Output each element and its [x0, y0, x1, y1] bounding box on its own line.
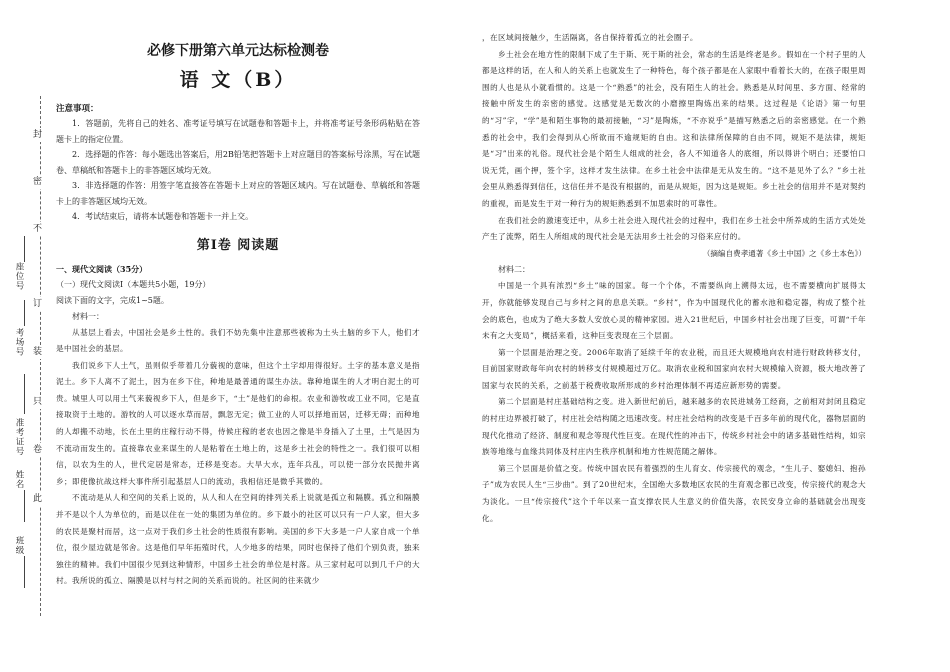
- notice-heading: 注意事项：: [56, 104, 99, 114]
- binding-char: 封: [33, 130, 43, 140]
- sub-heading: （一）现代文阅读Ⅰ（本题共5小题，19分）: [56, 279, 211, 289]
- passage-paragraph: 第二个层面是村庄基础结构之变。进入新世纪前后，越来越多的农民进城务工经商，之前相对封闭且稳定的村庄边界被打破了，村庄社会结构随之迅速改变。村庄社会结构的改变是千百多年前的现代化，器物层面的现代化推动了经济、制度和观念等现代性巨变。在现代性的冲击下，传统乡村社会中的诸多基础性结构，如宗族等地缘与血缘共同体及村庄内生秩序机制和地方性规范随之解体。: [482, 397, 866, 457]
- passage-paragraph: 不流动是从人和空间的关系上说的，从人和人在空间的排列关系上说就是孤立和隔膜。孤立和隔膜并不是以个人为单位的，而是以住在一处的集团为单位的。乡下最小的社区可以只有一户人家，但大多的农民是聚村而居，这一点对于我们乡土社会的性质很有影响。美国的乡下大多是一户人家自成一个单位，很少屋边就是邻舍。这是他们早年拓殖时代，人少地多的结果，同时也保持了他们个别负责，独来独往的精神。我们中国很少见到这种情形，中国乡土社会的单位是村落。从三家村起可以到几千户的大村。我所说的孤立、隔膜是以村与村之间的关系而说的。社区间的往来就少: [56, 493, 420, 586]
- passage-paragraph: 中国是一个具有浓烈“乡土”味的国家。每一个个体，不需要纵向上溯得太远，也不需要横向扩展得太开，你就能够发现自己与乡村之间的息息关联。“乡村”，作为中国现代化的蓄水池和稳定器，构成了整个社会的底色，也成为了绝大多数人安放心灵的精神家园。进入21世纪后，中国乡村社会出现了巨变，可谓“千年未有之大变局”，概括来看，这种巨变表现在三个层面。: [482, 281, 866, 341]
- admission-number-blank[interactable]: [24, 374, 25, 414]
- binding-char: 此: [33, 494, 43, 504]
- binding-char: 只: [33, 397, 43, 407]
- exam-room-label: 考场号: [14, 328, 24, 357]
- section-title: 第Ⅰ卷 阅读题: [196, 237, 280, 253]
- passage-paragraph: 从基层上看去，中国社会是乡土性的。我们不妨先集中注意那些被称为土头土脑的乡下人，他们才是中国社会的基层。: [56, 327, 420, 354]
- binding-char: 装: [33, 347, 43, 357]
- name-blank[interactable]: [24, 490, 25, 522]
- binding-char: 不: [33, 224, 43, 234]
- binding-margin: [0, 0, 52, 672]
- part-heading: 一、现代文阅读（35分）: [56, 263, 148, 274]
- seat-number-blank[interactable]: [24, 236, 25, 262]
- notice-item: 1．答题前，先将自己的姓名、准考证号填写在试题卷和答题卡上，并将准考证号条形码粘贴在答题卡上的指定位置。: [56, 119, 420, 144]
- instruction: 阅读下面的文字，完成1~5题。: [56, 295, 169, 305]
- passage-paragraph: 第一个层面是治理之变。2006年取消了延续千年的农业税，而且还大规模地向农村进行财政转移支付，目前国家财政每年向农村的转移支付规模超过万亿。取消农业税和国家向农村大规模输入资源，极大地改善了国家与农民的关系，之前基于税费收取所形成的乡村治理体制不再适应新形势的需要。: [482, 347, 866, 390]
- material-label: 材料一：: [72, 311, 104, 321]
- passage-paragraph: 第三个层面是价值之变。传统中国农民有着强烈的生儿育女、传宗接代的观念，“生儿子、娶媳妇、抱孙子”成为农民人生“三步曲”。到了20世纪末，全国绝大多数地区农民的生育观念都已改变，传宗接代的观念大为淡化。一旦“传宗接代”这个千年以来一直支撑农民人生意义的价值失落，农民安身立命的基础就会出现变化。: [482, 463, 866, 523]
- material-label: 材料二：: [498, 265, 530, 275]
- class-label: 班级: [14, 536, 24, 555]
- subject-title: 语 文（B）: [179, 69, 297, 91]
- class-blank[interactable]: [24, 556, 25, 588]
- source-citation: （摘编自费孝通著《乡土中国》之《乡土本色》）: [702, 248, 866, 258]
- passage-paragraph: 在我们社会的激速变迁中，从乡土社会进入现代社会的过程中，我们在乡土社会中所养成的生活方式处处产生了流弊，陌生人所组成的现代社会是无法用乡土社会的习俗来应付的。: [482, 215, 866, 242]
- binding-char: 密: [33, 177, 43, 187]
- binding-char: 订: [33, 299, 43, 309]
- left-column: [56, 30, 420, 590]
- name-label: 姓名: [14, 470, 24, 489]
- passage-paragraph: ，在区域间接触少，生活隔离，各自保持着孤立的社会圈子。: [482, 33, 698, 42]
- exam-title: 必修下册第六单元达标检测卷: [147, 43, 329, 59]
- notice-item: 4．考试结束后，请将本试题卷和答题卡一并上交。: [72, 212, 254, 221]
- exam-room-blank[interactable]: [24, 300, 25, 326]
- passage-paragraph: 我们说乡下人土气，虽则似乎带着几分藐视的意味，但这个土字却用得很好。土字的基本意义是指泥土。乡下人离不了泥土，因为在乡下住，种地是最普通的谋生办法。靠种地谋生的人才明白泥土的可贵。城里人可以用土气来藐视乡下人，但是乡下，“土”是他们的命根。农业和游牧或工业不同，它是直接取资于土地的。游牧的人可以逐水草而居，飘忽无定；做工业的人可以择地而居，迁移无碍；而种地的人却搬不动地，长在土里的庄稼行动不得，侍候庄稼的老农也因之像是半身插入了土里，土气是因为不流动而发生的。直接靠农业来谋生的人是粘着在土地上的，这是乡土社会的特性之一。我们很可以相信，以农为生的人，世代定居是常态，迁移是变态。大旱大水，连年兵乱，可以使一部分农民抛井离乡；即使像抗战这样大事件所引起基层人口的流动，我相信还是微乎其微的。: [56, 360, 420, 486]
- notice-item: 3．非选择题的作答：用签字笔直接答在答题卡上对应的答题区域内。写在试题卷、草稿纸和答题卡上的非答题区域均无效。: [56, 181, 420, 206]
- seat-number-label: 座位号: [14, 262, 24, 291]
- notice-item: 2．选择题的作答：每小题选出答案后，用2B铅笔把答题卡上对应题目的答案标号涂黑，写在试题卷、草稿纸和答题卡上的非答题区域均无效。: [56, 150, 420, 175]
- right-column: [482, 30, 866, 527]
- admission-number-label: 准考证号: [14, 418, 24, 456]
- binding-char: 卷: [33, 445, 43, 455]
- passage-paragraph: 乡土社会在地方性的限制下成了生于斯、死于斯的社会，常态的生活是终老是乡。假如在一个村子里的人都是这样的话，在人和人的关系上也就发生了一种特色，每个孩子都是在人家眼中看着长大的，在孩子眼里周围的人也是从小就看惯的。这是一个“熟悉”的社会，没有陌生人的社会。熟悉是从时间里、多方面、经常的接触中所发生的亲密的感觉。这感觉是无数次的小磨擦里陶炼出来的结果。这过程是《论语》第一句里的“习”字，“学”是和陌生事物的最初接触，“习”是陶炼，“不亦说乎”是描写熟悉之后的亲密感觉。在一个熟悉的社会中，我们会得到从心所欲而不逾规矩的自由。这和法律所保障的自由不同，规矩不是法律，规矩是“习”出来的礼俗。现代社会是个陌生人组成的社会，各人不知道各人的底细，所以得讲个明白；还要怕口说无凭，画个押，签个字，这样才发生法律。在乡土社会中法律是无从发生的。“这不是见外了么？”乡土社会里从熟悉得到信任，这信任并不是没有根据的，而是从规矩，因为这是规矩。乡土社会的信用并不是对契约的重视，而是发生于对一种行为的规矩熟悉到不加思索时的可靠性。: [482, 49, 866, 208]
